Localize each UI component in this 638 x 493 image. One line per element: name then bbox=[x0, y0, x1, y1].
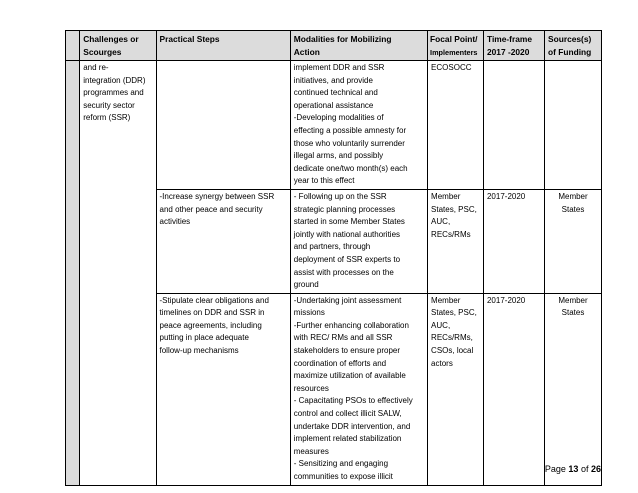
timeframe-cell bbox=[483, 61, 544, 190]
modality-cell: -Undertaking joint assessment missions -Further enhancing collaboration with REC/ RMs and all SSR stakeholders to ensure proper coordination of efforts and maximize utilization of available resources - Capacitating PSOs to effectively control and collect illicit SALW, undertake DDR intervention, and implement related stabilization measures - Sensitizing and engaging communities to expose illicit bbox=[290, 293, 427, 485]
header-practical-steps: Practical Steps bbox=[156, 31, 290, 61]
header-modalities: Modalities for Mobilizing Action bbox=[290, 31, 427, 61]
header-focal-point-line1: Focal Point/ bbox=[430, 34, 478, 44]
step-cell bbox=[156, 61, 290, 190]
focal-cell: Member States, PSC, AUC, RECs/RMs, CSOs, local actors bbox=[428, 293, 484, 485]
header-gutter-cell bbox=[66, 31, 80, 61]
sources-cell: Member States bbox=[545, 293, 602, 485]
sources-cell bbox=[545, 61, 602, 190]
modality-cell: implement DDR and SSR initiatives, and provide continued technical and operational assistance -Developing modalities of effecting a possible amnesty for those who voluntarily surrender illegal arms, and possibly dedicate one/two month(s) each year to this effect bbox=[290, 61, 427, 190]
header-timeframe: Time-frame 2017 -2020 bbox=[483, 31, 544, 61]
step-cell: -Increase synergy between SSR and other peace and security activities bbox=[156, 189, 290, 293]
modality-cell: - Following up on the SSR strategic planning processes started in some Member States jointly with national authorities and partners, through deployment of SSR experts to assist with processes on the ground bbox=[290, 189, 427, 293]
page-number-footer bbox=[545, 464, 601, 474]
focal-cell: ECOSOCC bbox=[428, 61, 484, 190]
header-row bbox=[66, 31, 602, 61]
header-focal-point bbox=[428, 31, 484, 61]
header-focal-point-line2: Implementers bbox=[430, 48, 478, 57]
action-plan-table bbox=[65, 30, 602, 486]
header-sources: Sources(s) of Funding bbox=[545, 31, 602, 61]
row-gutter-cell bbox=[66, 61, 80, 486]
timeframe-cell: 2017-2020 bbox=[483, 189, 544, 293]
sources-cell: Member States bbox=[545, 189, 602, 293]
header-challenges: Challenges or Scourges bbox=[80, 31, 156, 61]
challenge-cell: and re- integration (DDR) programmes and security sector reform (SSR) bbox=[80, 61, 156, 486]
focal-cell: Member States, PSC, AUC, RECs/RMs bbox=[428, 189, 484, 293]
total-pages-number: 26 bbox=[590, 464, 601, 474]
timeframe-cell: 2017-2020 bbox=[483, 293, 544, 485]
page-label: Page bbox=[544, 464, 566, 474]
table-row bbox=[66, 61, 602, 190]
step-cell: -Stipulate clear obligations and timelines on DDR and SSR in peace agreements, including putting in place adequate follow-up mechanisms bbox=[156, 293, 290, 485]
current-page-number: 13 bbox=[568, 464, 579, 474]
of-label: of bbox=[580, 464, 589, 474]
